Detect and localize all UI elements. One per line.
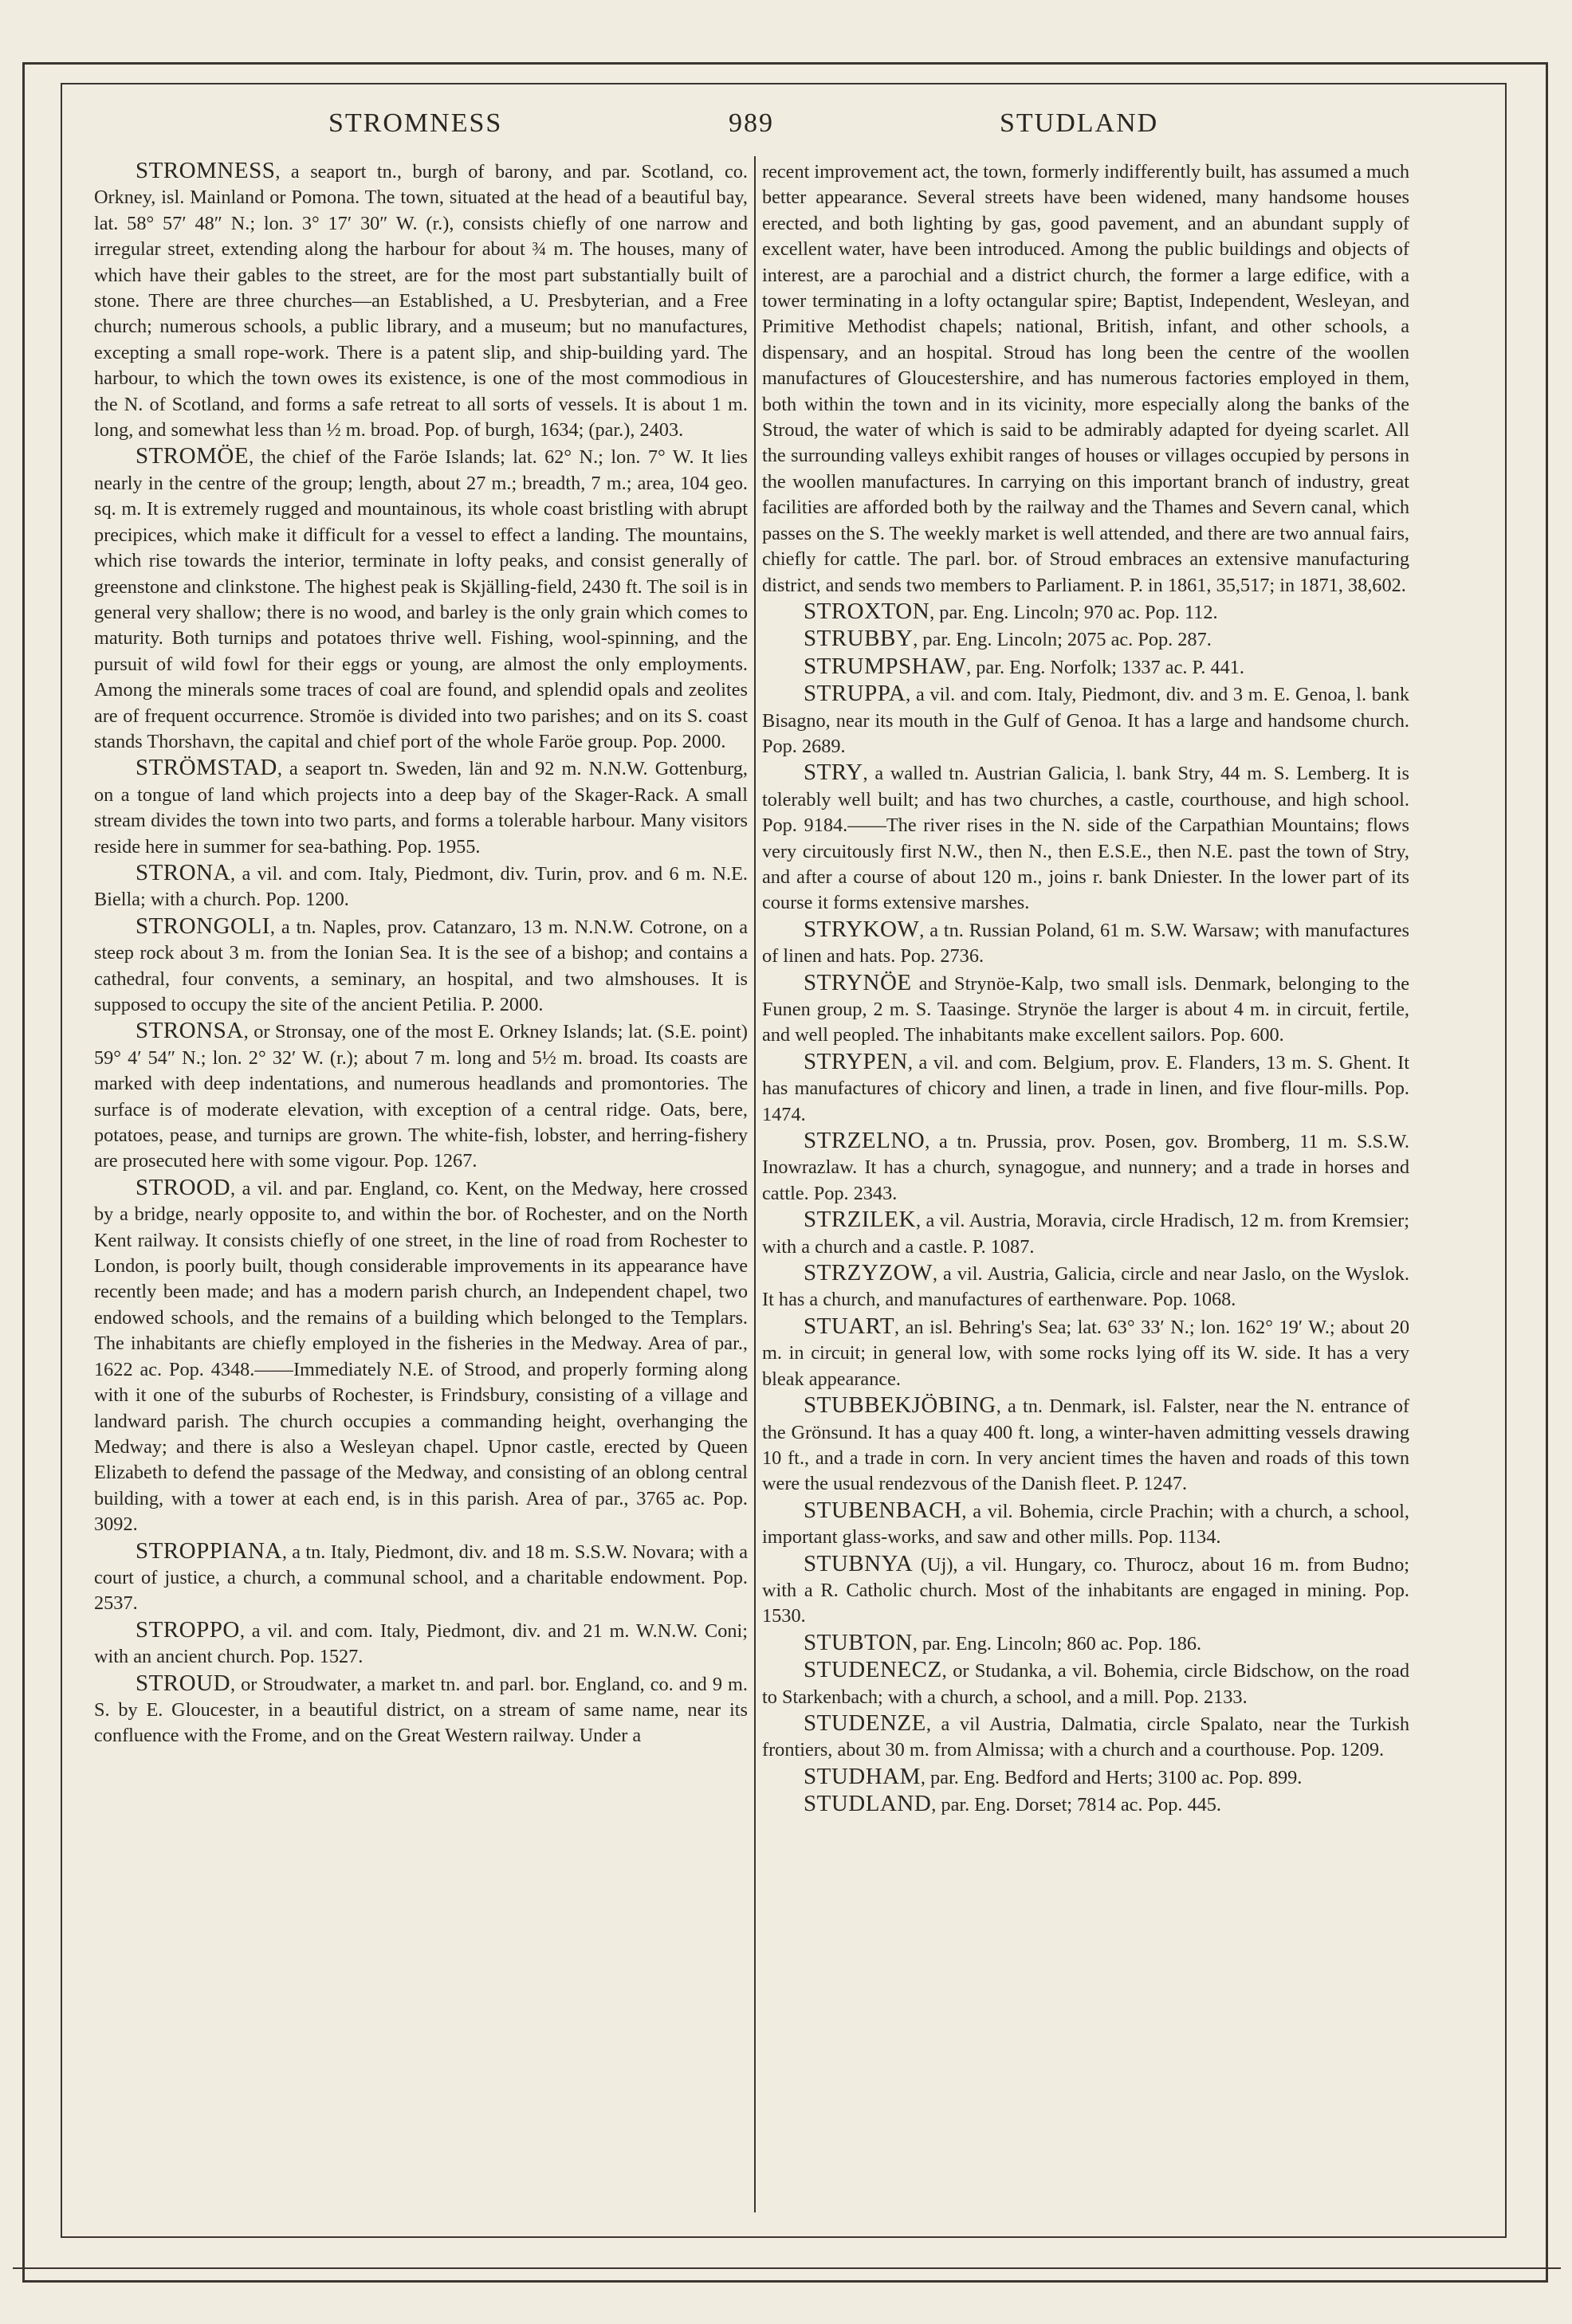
entry-headword: STUDHAM [804,1763,921,1789]
left-column [94,158,748,1749]
entry-text: , a vil. and par. England, co. Kent, on the Medway, here crossed by a bridge, nearly opposite to, and within the bor. of Rochester, and on the North Kent railway. It consists chiefly of one street, in the line of road from Rochester to London, is poorly built, though considerable improvements in its appearance have recently been made; and has a modern parish church, an Independent chapel, two endowed schools, and the remains of a building which belonged to the Templars. The inhabitants are chiefly employed in the fisheries in the Medway. Area of par., 1622 ac. Pop. 4348.——Immediately N.E. of Strood, and properly forming along with it one of the suburbs of Rochester, is Frindsbury, consisting of a village and landward parish. The church occupies a commanding height, overhanging the Medway; and there is also a Wesleyan chapel. Upnor castle, erected by Queen Elizabeth to defend the passage of the Medway, and consisting of an oblong central building, with a tower at each end, is in this parish. Area of par., 3765 ac. Pop. 3092. [94,1177,748,1536]
entry-headword: STUDLAND [804,1791,932,1817]
entry-headword: STROXTON [804,598,930,624]
entry [762,917,1409,970]
right-column [762,158,1409,1819]
entry [762,1392,1409,1498]
entry [94,860,748,913]
entry-text: , the chief of the Faröe Islands; lat. 62° N.; lon. 7° W. It lies nearly in the centre of the group; length, about 27 m.; breadth, 7 m.; area, 104 geo. sq. m. It is extremely rugged and mountainous, its whole coast bristling with abrupt precipices, which make it difficult for a vessel to effect a landing. The mountains, which rise towards the interior, terminate in lofty peaks, and consist generally of greenstone and clinkstone. The highest peak is Skjälling-field, 2430 ft. The soil is in general very shallow; there is no wood, and barley is the only grain which comes to maturity. Both turnips and potatoes thrive well. Fishing, wool-spinning, and the pursuit of wild fowl for their eggs or young, are almost the only employments. Among the minerals some traces of coal are found, and splendid opals and zeolites are of frequent occurrence. Stromöe is divided into two parishes; and on its S. coast stands Thorshavn, the capital and chief port of the whole Faröe group. Pop. 2000. [94,446,748,752]
entry-text: , a seaport tn., burgh of barony, and par. Scotland, co. Orkney, isl. Mainland or Pomona. The town, situated at the head of a beautiful bay, lat. 58° 57′ 48″ N.; lon. 3° 17′ 30″ W. (r.), consists chiefly of one narrow and irregular street, extending along the harbour for about ¾ m. The houses, many of which have their gables to the street, are for the most part substantially built of stone. There are three churches—an Established, a U. Presbyterian, and a Free church; numerous schools, a public library, and a museum; but no manufactures, excepting a small rope-work. There is a patent slip, and ship-building yard. The harbour, to which the town owes its existence, is one of the most commodious in the N. of Scotland, and forms a safe retreat to all sorts of vessels. It is about 1 m. long, and somewhat less than ½ m. broad. Pop. of burgh, 1634; (par.), 2403. [94,161,748,442]
page-number: 989 [729,108,774,138]
entry-headword: STROPPIANA [136,1537,282,1564]
entry-headword: STRUBBY [804,626,914,652]
entry [94,1617,748,1670]
entry [762,1049,1409,1128]
entry-text: , a tn. Denmark, isl. Falster, near the N. entrance of the Grönsund. It has a quay 400 ft. long, a winter-haven admitting vessels drawing 10 ft., and a trade in corn. In very ancient times the haven and roads of this town were the usual rendezvous of the Danish fleet. P. 1247. [762,1396,1409,1495]
header-right-word: STUDLAND [1000,108,1159,138]
entry-headword: STRY [804,760,863,786]
entry [762,760,1409,916]
entry-text: (Uj), a vil. Hungary, co. Thurocz, about 16 m. from Budno; with a R. Catholic church. Most of the inhabitants are engaged in mining. Pop. 1530. [762,1553,1409,1627]
entry-text: , par. Eng. Lincoln; 2075 ac. Pop. 287. [913,629,1212,651]
entry-text: , or Studanka, a vil. Bohemia, circle Bidschow, on the road to Starkenbach; with a church, a school, and a mill. Pop. 2133. [762,1660,1409,1708]
entry-text: , a vil. and com. Belgium, prov. E. Flanders, 13 m. S. Ghent. It has manufactures of chicory and linen, a trade in linen, and five flour-mills. Pop. 1474. [762,1051,1409,1125]
entry-headword: STROMNESS [136,158,276,183]
entry-headword: STRYNÖE [804,969,912,995]
entry-text: , a tn. Prussia, prov. Posen, gov. Bromberg, 11 m. S.S.W. Inowrazlaw. It has a church, synagogue, and nunnery; and a trade in horses and cattle. Pop. 2343. [762,1131,1409,1204]
entry-headword: STROPPO [136,1616,240,1643]
entry-text: , a vil. and com. Italy, Piedmont, div. Turin, prov. and 6 m. N.E. Biella; with a church. Pop. 1200. [94,862,748,911]
entry [762,1498,1409,1551]
entry-text: , or Stroudwater, a market tn. and parl. bor. England, co. and 9 m. S. by E. Gloucester, in a beautiful district, on a stream of same name, near its confluence with the Frome, and on the Great Western railway. Under a [94,1673,748,1747]
entry [94,755,748,860]
entry-continuation [762,158,1409,599]
entry-text: and Strynöe-Kalp, two small isls. Denmark, belonging to the Funen group, 2 m. S. Taasinge. Strynöe the larger is about 4 m. in circuit, fertile, and well peopled. The inhabitants make excellent sailors. Pop. 600. [762,972,1409,1046]
entry [94,913,748,1019]
entry-headword: STRYKOW [804,916,920,942]
entry-text: , a vil. Austria, Moravia, circle Hradisch, 12 m. from Kremsier; with a church and a castle. P. 1087. [762,1210,1409,1258]
entry-headword: STRONSA [136,1018,244,1044]
entry-text: , or Stronsay, one of the most E. Orkney Islands; lat. (S.E. point) 59° 4′ 54″ N.; lon. 2° 32′ W. (r.); about 7 m. long and 5½ m. broad. Its coasts are marked with deep indentations, and numerous headlands and promontories. The surface is of moderate elevation, with exception of a central ridge. Oats, bere, potatoes, pease, and turnips are grown. The white-fish, lobster, and herring-fishery are prosecuted here with some vigour. Pop. 1267. [94,1021,748,1172]
entry [762,1207,1409,1260]
entry-headword: STUDENZE [804,1710,926,1736]
entry-headword: STUBNYA [804,1550,914,1576]
entry-headword: STRONGOLI [136,913,270,939]
entry [762,1657,1409,1710]
entry-headword: STRYPEN [804,1048,908,1074]
entry [94,1018,748,1174]
entry-headword: STROMÖE [136,443,250,469]
entry-headword: STRZELNO [804,1128,926,1154]
entry [762,681,1409,760]
bottom-rule [13,2267,1561,2269]
entry-text: , par. Eng. Lincoln; 970 ac. Pop. 112. [929,601,1218,623]
entry-text: , a vil. Bohemia, circle Prachin; with a church, a school, important glass-works, and saw and other mills. Pop. 1134. [762,1500,1409,1549]
entry-headword: STUBENBACH [804,1497,962,1523]
entry [762,1128,1409,1207]
entry [762,654,1409,681]
entry-text: , an isl. Behring's Sea; lat. 63° 33′ N.; lon. 162° 19′ W.; about 20 m. in circuit; in general low, with some rocks lying off its W. side. It has a very bleak appearance. [762,1316,1409,1390]
entry-text: , a tn. Italy, Piedmont, div. and 18 m. S.S.W. Novara; with a court of justice, a church, a communal school, and a charitable endowment. Pop. 2537. [94,1541,748,1615]
entry-headword: STUART [804,1313,895,1339]
entry-text: , par. Eng. Lincoln; 860 ac. Pop. 186. [912,1632,1202,1655]
entry [762,1630,1409,1657]
entry-headword: STUBTON [804,1629,913,1655]
entry [762,1764,1409,1791]
entry [762,1313,1409,1392]
entry-headword: STRÖMSTAD [136,755,277,781]
entry [762,626,1409,653]
entry-text: , a walled tn. Austrian Galicia, l. bank Stry, 44 m. S. Lemberg. It is tolerably well built; and has two churches, a castle, courthouse, and high school. Pop. 9184.——The river rises in the N. side of the Carpathian Mountains; flows very circuitously first N.W., then N., then E.S.E., then N.E. past the town of Stry, and after a course of about 120 m., joins r. bank Dniester. In the lower part of its course it forms extensive marshes. [762,763,1409,914]
entry [762,1551,1409,1630]
entry-text: , a vil. Austria, Galicia, circle and near Jaslo, on the Wyslok. It has a church, and manufactures of earthenware. Pop. 1068. [762,1263,1409,1311]
entry [94,1538,748,1617]
entry-text: , a vil. and com. Italy, Piedmont, div. and 3 m. E. Genoa, l. bank Bisagno, near its mouth in the Gulf of Genoa. It has a large and handsome church. Pop. 2689. [762,684,1409,757]
entry [94,1670,748,1749]
entry-text: , a tn. Russian Poland, 61 m. S.W. Warsaw; with manufactures of linen and hats. Pop. 2736. [762,919,1409,968]
entry [762,599,1409,626]
running-head [77,108,1488,140]
entry-text: , a tn. Naples, prov. Catanzaro, 13 m. N.N.W. Cotrone, on a steep rock about 3 m. from the Ionian Sea. It is the see of a bishop; and contains a cathedral, four convents, a seminary, an hospital, and two almshouses. It is supposed to occupy the site of the ancient Petilia. P. 2000. [94,916,748,1015]
entry [94,1175,748,1538]
entry-text: , par. Eng. Dorset; 7814 ac. Pop. 445. [931,1794,1222,1816]
entry-text: recent improvement act, the town, formerly indifferently built, has assumed a much better appearance. Several streets have been widened, many handsome houses erected, and both lighting by gas, good pavement, and an abundant supply of excellent water, have been introduced. Among the public buildings and objects of interest, are a parochial and a district church, the former a large edifice, with a tower terminating in a lofty octangular spire; Baptist, Independent, Wesleyan, and Primitive Methodist chapels; national, British, infant, and other schools, a dispensary, and an hospital. Stroud has long been the centre of the woollen manufactures of Gloucestershire, and has numerous factories employed in them, both within the town and in its vicinity, more especially along the banks of the Stroud, the water of which is said to be admirably adapted for dyeing scarlet. All the surrounding valleys exhibit ranges of houses or villages occupied by persons in the woollen manufactures. In carrying on this important branch of industry, great facilities are afforded both by the railway and the Thames and Severn canal, which passes on the S. The weekly market is well attended, and there are two annual fairs, chiefly for cattle. The parl. bor. of Stroud embraces an extensive manufacturing district, and sends two members to Parliament. P. in 1861, 35,517; in 1871, 38,602. [762,161,1409,596]
header-left-word: STROMNESS [328,108,503,138]
entry-headword: STRUMPSHAW [804,653,967,679]
entry [762,1260,1409,1313]
entry-headword: STUDENECZ [804,1657,942,1683]
entry [94,443,748,755]
entry-text: , a seaport tn. Sweden, län and 92 m. N.N.W. Gottenburg, on a tongue of land which projects into a deep bay of the Skager-Rack. A small stream divides the town into two parts, and forms a tolerable harbour. Many visitors reside here in summer for sea-bathing. Pop. 1955. [94,758,748,858]
entry-headword: STRZYZOW [804,1260,933,1286]
entry-headword: STROUD [136,1670,231,1696]
entry [762,970,1409,1049]
entry-headword: STRUPPA [804,681,906,707]
entry [762,1791,1409,1818]
column-divider [754,156,756,2212]
entry-text: , par. Eng. Bedford and Herts; 3100 ac. Pop. 899. [920,1766,1303,1788]
entry [94,158,748,443]
entry-headword: STUBBEKJÖBING [804,1392,996,1419]
entry-text: , a vil. and com. Italy, Piedmont, div. and 21 m. W.N.W. Coni; with an ancient church. Pop. 1527. [94,1619,748,1668]
entry [762,1710,1409,1764]
entry-headword: STRONA [136,859,231,885]
entry-text: , a vil Austria, Dalmatia, circle Spalato, near the Turkish frontiers, about 30 m. from Almissa; with a church and a courthouse. Pop. 1209. [762,1713,1409,1761]
entry-text: , par. Eng. Norfolk; 1337 ac. P. 441. [966,656,1244,678]
entry-headword: STROOD [136,1174,231,1200]
entry-headword: STRZILEK [804,1207,916,1233]
